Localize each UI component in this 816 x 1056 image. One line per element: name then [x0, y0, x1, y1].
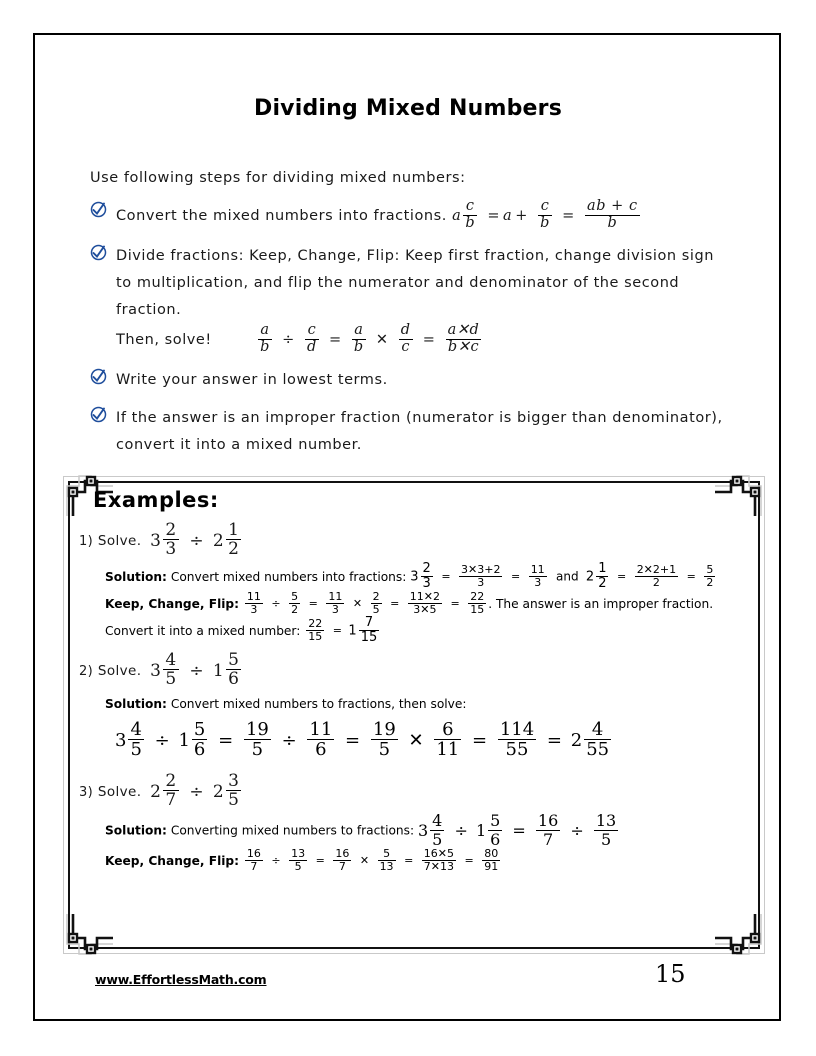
example-number: 2)	[79, 663, 94, 679]
examples-content	[79, 488, 749, 944]
then-solve-label: Then, solve!	[116, 331, 212, 348]
example-solution	[105, 813, 749, 873]
step-formula-kcf: $\frac{a}{b}$ ÷ $\frac{c}{d}$ = $\frac{a}{b}$ ✕ $\frac{d}{c}$ = $\frac{a✕d}{b✕c}$	[260, 321, 480, 355]
example-expression: 3 $\frac{2}{3}$ ÷ 2 $\frac{1}{2}$	[150, 519, 240, 560]
example-solution	[105, 560, 749, 646]
example-problem	[79, 770, 749, 811]
step-item	[90, 367, 730, 394]
step-label: Convert the mixed numbers into fractions.	[116, 208, 447, 225]
kcf-math: $\frac{11}{3}$ ÷ $\frac{5}{2}$ = $\frac{11}{3}$ ✕ $\frac{2}{5}$ = $\frac{11✕2}{3✕5}$ = $\frac{22}{15}$	[246, 590, 485, 617]
step-label: Write your answer in lowest terms.	[116, 372, 388, 389]
example-solution	[105, 692, 749, 766]
solution-label: Solution:	[105, 569, 167, 584]
example-number: 1)	[79, 533, 94, 549]
step-formula-convert: a $\frac{c}{b}$ = a + $\frac{c}{b}$ = $\frac{ab + c}{b}$	[452, 198, 638, 231]
circled-check-icon	[90, 406, 108, 424]
example-prompt: Solve.	[97, 532, 142, 549]
circled-check-icon	[90, 244, 108, 262]
circled-check-icon	[90, 201, 108, 219]
kcf-label: Keep, Change, Flip:	[105, 596, 240, 611]
solution-math: 3 $\frac{4}{5}$ ÷ 1 $\frac{5}{6}$ = $\frac{16}{7}$ ÷ $\frac{13}{5}$	[417, 811, 617, 849]
examples-box	[57, 470, 771, 960]
examples-heading: Examples:	[93, 488, 219, 512]
solution-text: Converting mixed numbers to fractions:	[170, 823, 415, 838]
step-item	[90, 243, 730, 356]
solution-text: Convert mixed numbers to fractions, then solve:	[170, 697, 467, 712]
solution-math: 3 $\frac{2}{3}$ = $\frac{3✕3+2}{3}$ = $\frac{11}{3}$ and 2 $\frac{1}{2}$ = $\frac{2✕2+1}{2}$ = $\frac{5}{2}$	[410, 560, 714, 591]
step-label: If the answer is an improper fraction (numerator is bigger than denominator), convert it into a mixed number.	[116, 409, 723, 453]
intro-section	[90, 170, 730, 470]
kcf-math: $\frac{16}{7}$ ÷ $\frac{13}{5}$ = $\frac{16}{7}$ ✕ $\frac{5}{13}$ = $\frac{16✕5}{7✕13}$ = $\frac{80}{91}$	[246, 847, 499, 874]
example-expression: 3 $\frac{4}{5}$ ÷ 1 $\frac{5}{6}$	[150, 649, 240, 690]
kcf-tail: . The answer is an improper fraction. Convert it into a mixed number:	[105, 596, 714, 638]
circled-check-icon	[90, 368, 108, 386]
solution-label: Solution:	[105, 823, 167, 838]
solution-label: Solution:	[105, 697, 167, 712]
step-item	[90, 200, 730, 232]
example-problem	[79, 649, 749, 690]
step-item	[90, 405, 730, 459]
solution-text: Convert mixed numbers into fractions:	[170, 569, 407, 584]
page-title: Dividing Mixed Numbers	[253, 96, 562, 121]
solution-math: 3 $\frac{4}{5}$ ÷ 1 $\frac{5}{6}$ = $\frac{19}{5}$ ÷ $\frac{11}{6}$ = $\frac{19}{5}$ ✕ $\frac{6}{11}$ = $\frac{114}{55}$ = 2 $\frac{4}{55}$	[115, 718, 610, 761]
example-problem	[79, 519, 749, 560]
example-number: 3)	[79, 784, 94, 800]
example-prompt: Solve.	[97, 662, 142, 679]
footer-url[interactable]: www.EffortlessMath.com	[95, 972, 267, 987]
final-math: $\frac{22}{15}$ = 1 $\frac{7}{15}$	[308, 614, 378, 645]
page-number: 15	[655, 960, 686, 988]
example-expression: 2 $\frac{2}{7}$ ÷ 2 $\frac{3}{5}$	[150, 770, 240, 811]
step-label: Divide fractions: Keep, Change, Flip: Keep first fraction, change division sign to multiplication, and flip the numerator and denominator of the second fraction.	[116, 248, 714, 318]
intro-lead: Use following steps for dividing mixed numbers:	[90, 170, 466, 186]
kcf-label: Keep, Change, Flip:	[105, 853, 240, 868]
example-prompt: Solve.	[97, 783, 142, 800]
